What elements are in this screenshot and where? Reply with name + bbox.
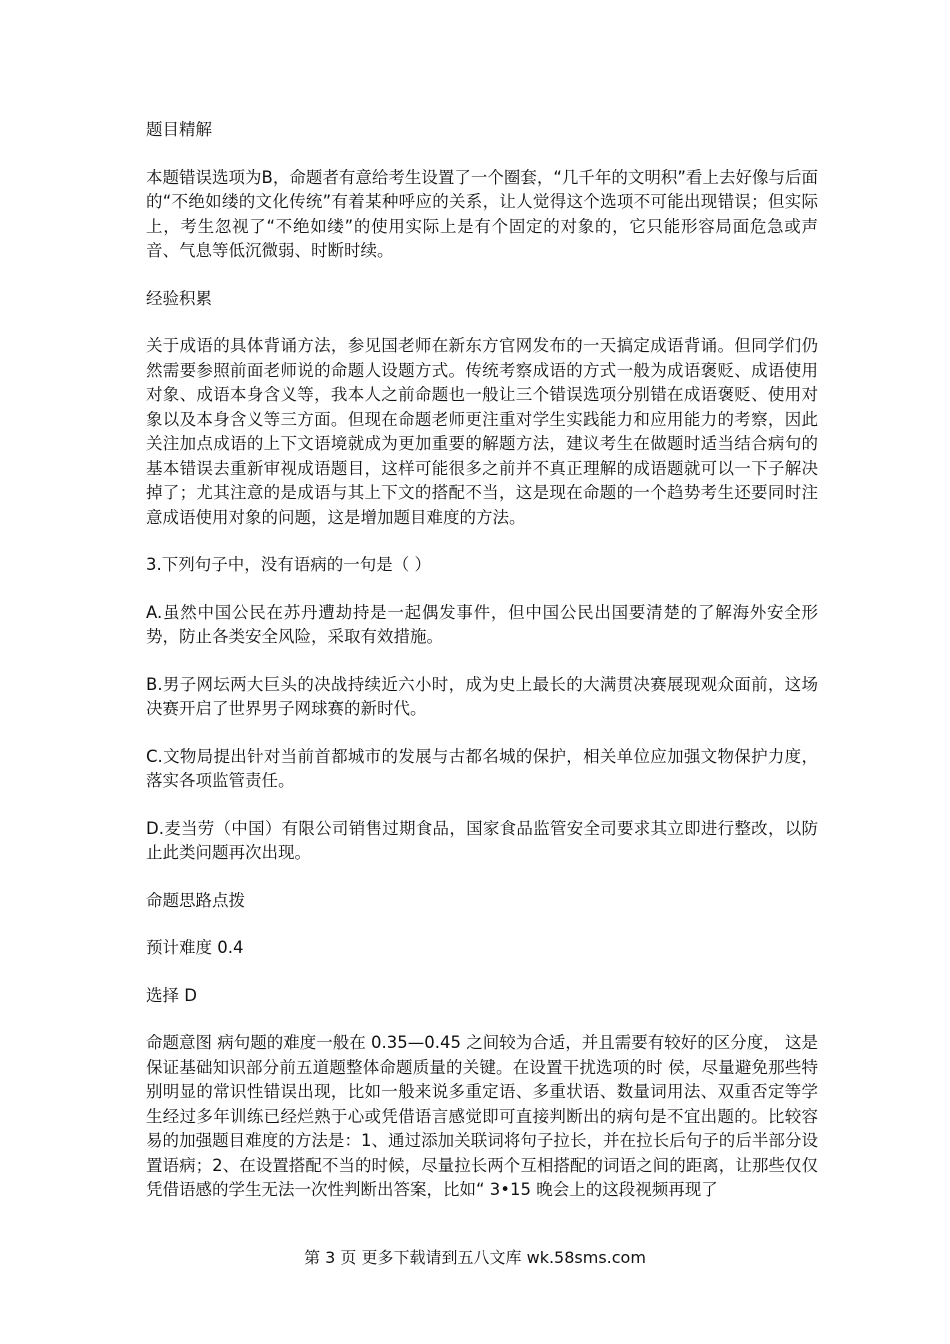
section-heading-jingjie: 题目精解 [146, 120, 212, 139]
option-d: D.麦当劳（中国）有限公司销售过期食品，国家食品监管安全司要求其立即进行整改，以防止此类问题再次出现。 [146, 818, 818, 862]
option-b: B.男子网坛两大巨头的决战持续近六小时，成为史上最长的大满贯决赛展现观众面前，这场决赛开启了世界男子网球赛的新时代。 [146, 674, 818, 718]
option-a: A.虽然中国公民在苏丹遭劫持是一起偶发事件，但中国公民出国要清楚的了解海外安全形势，防止各类安全风险，采取有效措施。 [146, 602, 818, 646]
analysis-paragraph: 本题错误选项为B，命题者有意给考生设置了一个圈套，“几千年的文明积”看上去好像与后面的“不绝如缕的文化传统”有着某种呼应的关系，让人觉得这个选项不可能出现错误；但实际上，考生忽视了“不绝如缕”的使用实际上是有个固定的对象的，它只能形容局面危急或声音、气息等低沉微弱、时断时续。 [146, 167, 818, 260]
page-content [146, 118, 818, 1203]
intent-paragraph: 命题意图 病句题的难度一般在 0.35—0.45 之间较为合适，并且需要有较好的区分度， 这是保证基础知识部分前五道题整体命题质量的关键。在设置干扰选项的时 侯，尽量避免那些特别明显的常识性错误出现，比如一般来说多重定语、多重状语、数量词用法、双重否定等学生经过多年训练已经烂熟于心或凭借语言感觉即可直接判断出的病句是不宜出题的。比较容易的加强题目难度的方法是：1、通过添加关联词将句子拉长，并在拉长后句子的后半部分设置语病；2、在设置搭配不当的时候，尽量拉长两个互相搭配的词语之间的距离，让那些仅仅凭借语感的学生无法一次性判断出答案，比如“ 3•15 晚会上的这段视频再现了 [146, 1033, 818, 1199]
answer-line: 选择 D [146, 985, 197, 1005]
experience-paragraph: 关于成语的具体背诵方法，参见国老师在新东方官网发布的一天搞定成语背诵。但同学们仍然需要参照前面老师说的命题人设题方式。传统考察成语的方式一般为成语褒贬、成语使用对象、成语本身含义等，我本人之前命题也一般让三个错误选项分别错在成语褒贬、使用对象以及本身含义等三方面。但现在命题老师更注重对学生实践能力和应用能力的考察，因此关注加点成语的上下文语境就成为更加重要的解题方法，建议考生在做题时适当结合病句的基本错误去重新审视成语题目，这样可能很多之前并不真正理解的成语题就可以一下子解决掉了；尤其注意的是成语与其上下文的搭配不当，这是现在命题的一个趋势考生还要同时注意成语使用对象的问题，这是增加题目难度的方法。 [146, 336, 818, 527]
difficulty-line: 预计难度 0.4 [146, 938, 244, 957]
section-heading-jingyan: 经验积累 [146, 288, 212, 308]
option-c: C.文物局提出针对当前首都城市的发展与古都名城的保护，相关单位应加强文物保护力度，落实各项监管责任。 [146, 746, 818, 790]
page-footer: 第 3 页 更多下载请到五八文库 wk.58sms.com [304, 1248, 646, 1267]
section-heading-silu: 命题思路点拨 [146, 890, 245, 910]
question-stem: 3.下列句子中，没有语病的一句是（ ） [146, 555, 431, 574]
